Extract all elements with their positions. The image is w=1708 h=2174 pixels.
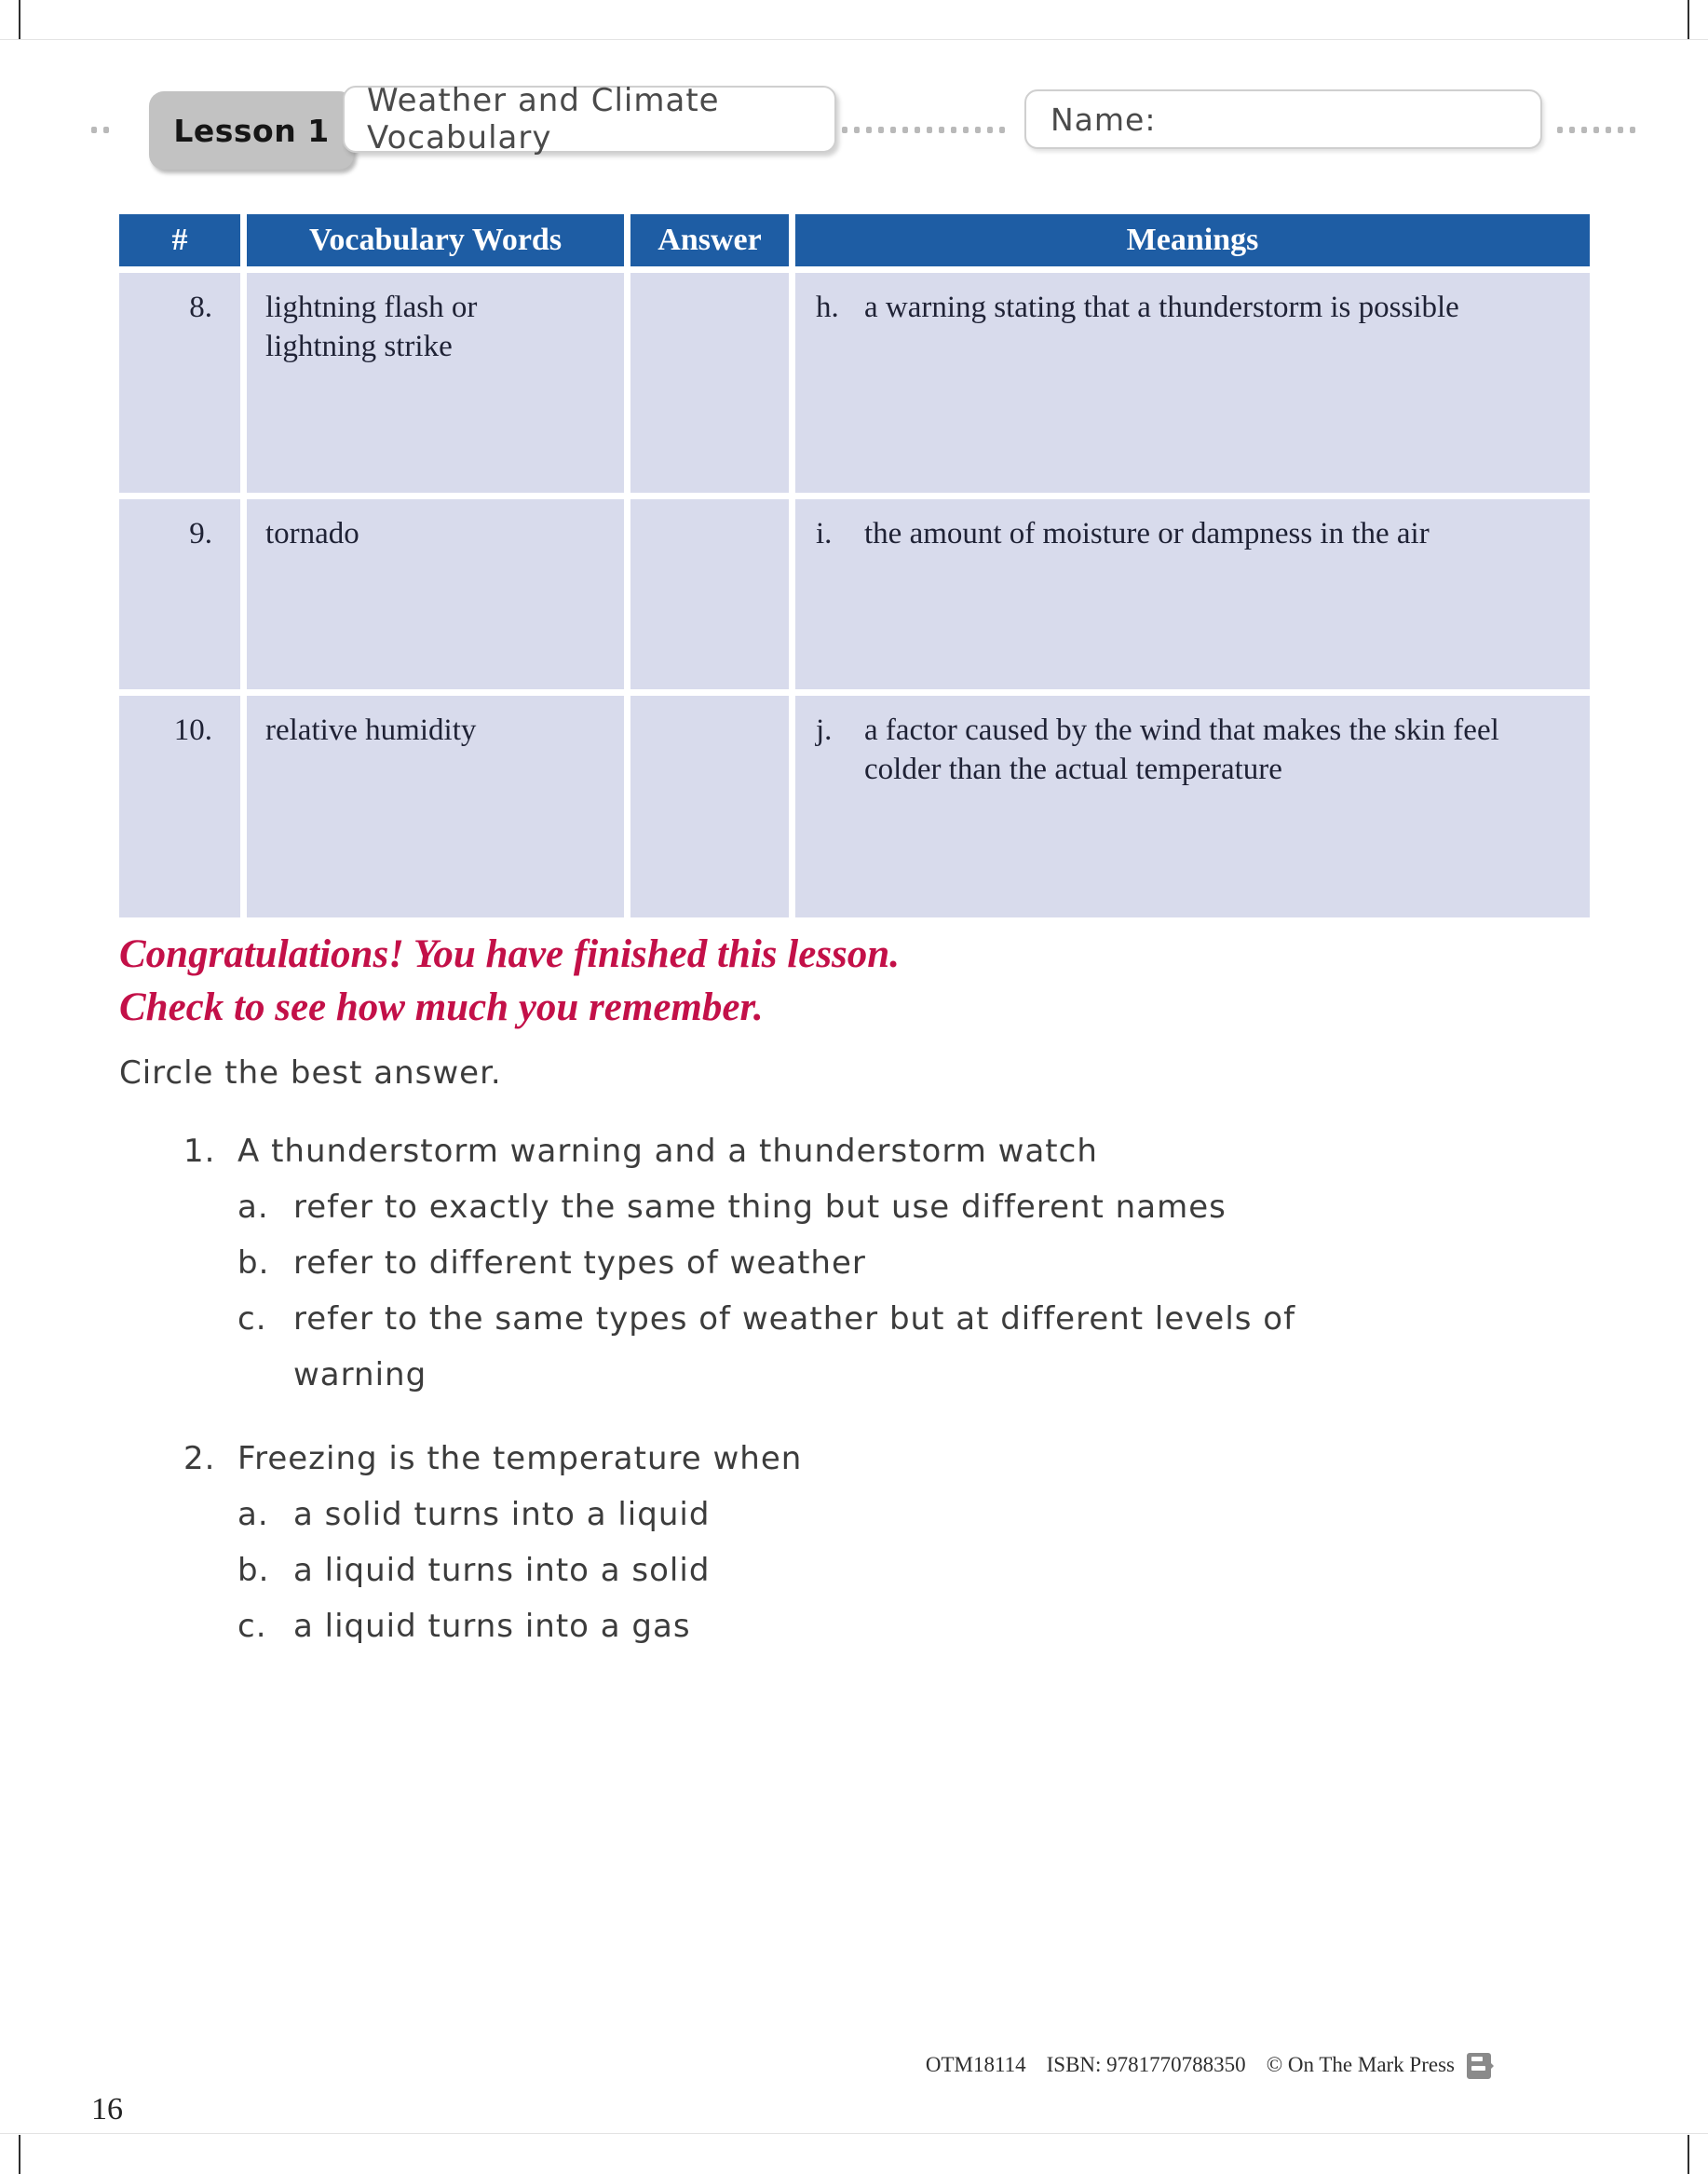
- crop-mark: [1688, 2135, 1689, 2174]
- meaning-cell: [795, 696, 1590, 917]
- option-text: refer to the same types of weather but at different levels of warning: [293, 1300, 1296, 1393]
- press-logo-icon: [1466, 2051, 1494, 2081]
- column-header-number: #: [119, 214, 240, 266]
- vocabulary-word: lightning flash or lightning strike: [247, 273, 624, 493]
- footer-imprint: [0, 2053, 1494, 2081]
- lesson-tab-label: Lesson 1: [173, 112, 330, 149]
- quiz-section: [183, 1123, 1364, 1654]
- publisher: © On The Mark Press: [1266, 2053, 1455, 2076]
- option-text: a liquid turns into a gas: [293, 1608, 691, 1645]
- answer-cell[interactable]: [630, 273, 789, 493]
- meaning-letter: j.: [816, 713, 833, 747]
- option-text: a liquid turns into a solid: [293, 1552, 711, 1589]
- vocabulary-table: [119, 214, 1590, 917]
- row-number: 10.: [119, 696, 240, 917]
- question-1-option-a: [237, 1179, 1364, 1235]
- name-field[interactable]: [1024, 89, 1542, 149]
- meaning-cell: [795, 273, 1590, 493]
- column-header-meanings: Meanings: [795, 214, 1590, 266]
- row-number: 9.: [119, 499, 240, 689]
- question-2-option-c: [237, 1598, 1364, 1654]
- answer-cell[interactable]: [630, 696, 789, 917]
- question-2: [183, 1431, 1364, 1487]
- dotted-leader: [1557, 127, 1635, 133]
- lesson-tab: [149, 91, 354, 170]
- vocabulary-word: relative humidity: [247, 696, 624, 917]
- isbn: ISBN: 9781770788350: [1046, 2053, 1246, 2076]
- meaning-letter: h.: [816, 291, 839, 324]
- page-number: 16: [91, 2092, 123, 2126]
- question-2-option-a: [237, 1487, 1364, 1542]
- option-text: a solid turns into a liquid: [293, 1496, 711, 1533]
- option-letter: b.: [237, 1552, 270, 1589]
- congratulations-line1: Congratulations! You have finished this lesson.: [119, 932, 900, 976]
- dotted-leader: [91, 127, 109, 133]
- question-number: 1.: [183, 1133, 216, 1170]
- name-label: Name:: [1051, 101, 1157, 138]
- product-code: OTM18114: [925, 2053, 1026, 2076]
- option-letter: b.: [237, 1244, 270, 1282]
- option-letter: c.: [237, 1608, 267, 1645]
- question-number: 2.: [183, 1440, 216, 1477]
- page-title: Weather and Climate Vocabulary: [367, 82, 720, 156]
- question-2-option-b: [237, 1542, 1364, 1598]
- quiz-instruction: Circle the best answer.: [119, 1054, 502, 1092]
- question-text: Freezing is the temperature when: [237, 1440, 803, 1477]
- meaning-text: a warning stating that a thunderstorm is possible: [864, 291, 1459, 324]
- question-text: A thunderstorm warning and a thunderstorm watch: [237, 1133, 1098, 1170]
- crop-mark: [1688, 0, 1689, 39]
- option-letter: c.: [237, 1300, 267, 1338]
- lesson-title-box: [343, 82, 836, 156]
- crop-mark: [19, 2135, 20, 2174]
- page-edge-line: [0, 2133, 1708, 2134]
- congratulations-line2: Check to see how much you remember.: [119, 985, 764, 1029]
- vocabulary-word: tornado: [247, 499, 624, 689]
- meaning-letter: i.: [816, 517, 833, 550]
- congratulations-message: [119, 928, 900, 1034]
- question-1: [183, 1123, 1364, 1179]
- answer-cell[interactable]: [630, 499, 789, 689]
- meaning-cell: [795, 499, 1590, 689]
- page-edge-line: [0, 39, 1708, 40]
- option-text: refer to different types of weather: [293, 1244, 866, 1282]
- option-letter: a.: [237, 1496, 269, 1533]
- option-letter: a.: [237, 1189, 269, 1226]
- column-header-answer: Answer: [630, 214, 789, 266]
- meaning-text: the amount of moisture or dampness in the air: [864, 517, 1430, 550]
- question-1-option-b: [237, 1235, 1364, 1291]
- column-header-words: Vocabulary Words: [247, 214, 624, 266]
- meaning-text: a factor caused by the wind that makes the skin feel colder than the actual temperature: [864, 713, 1499, 786]
- row-number: 8.: [119, 273, 240, 493]
- crop-mark: [19, 0, 20, 39]
- option-text: refer to exactly the same thing but use different names: [293, 1189, 1227, 1226]
- dotted-leader: [842, 127, 1005, 133]
- question-1-option-c: [237, 1291, 1364, 1403]
